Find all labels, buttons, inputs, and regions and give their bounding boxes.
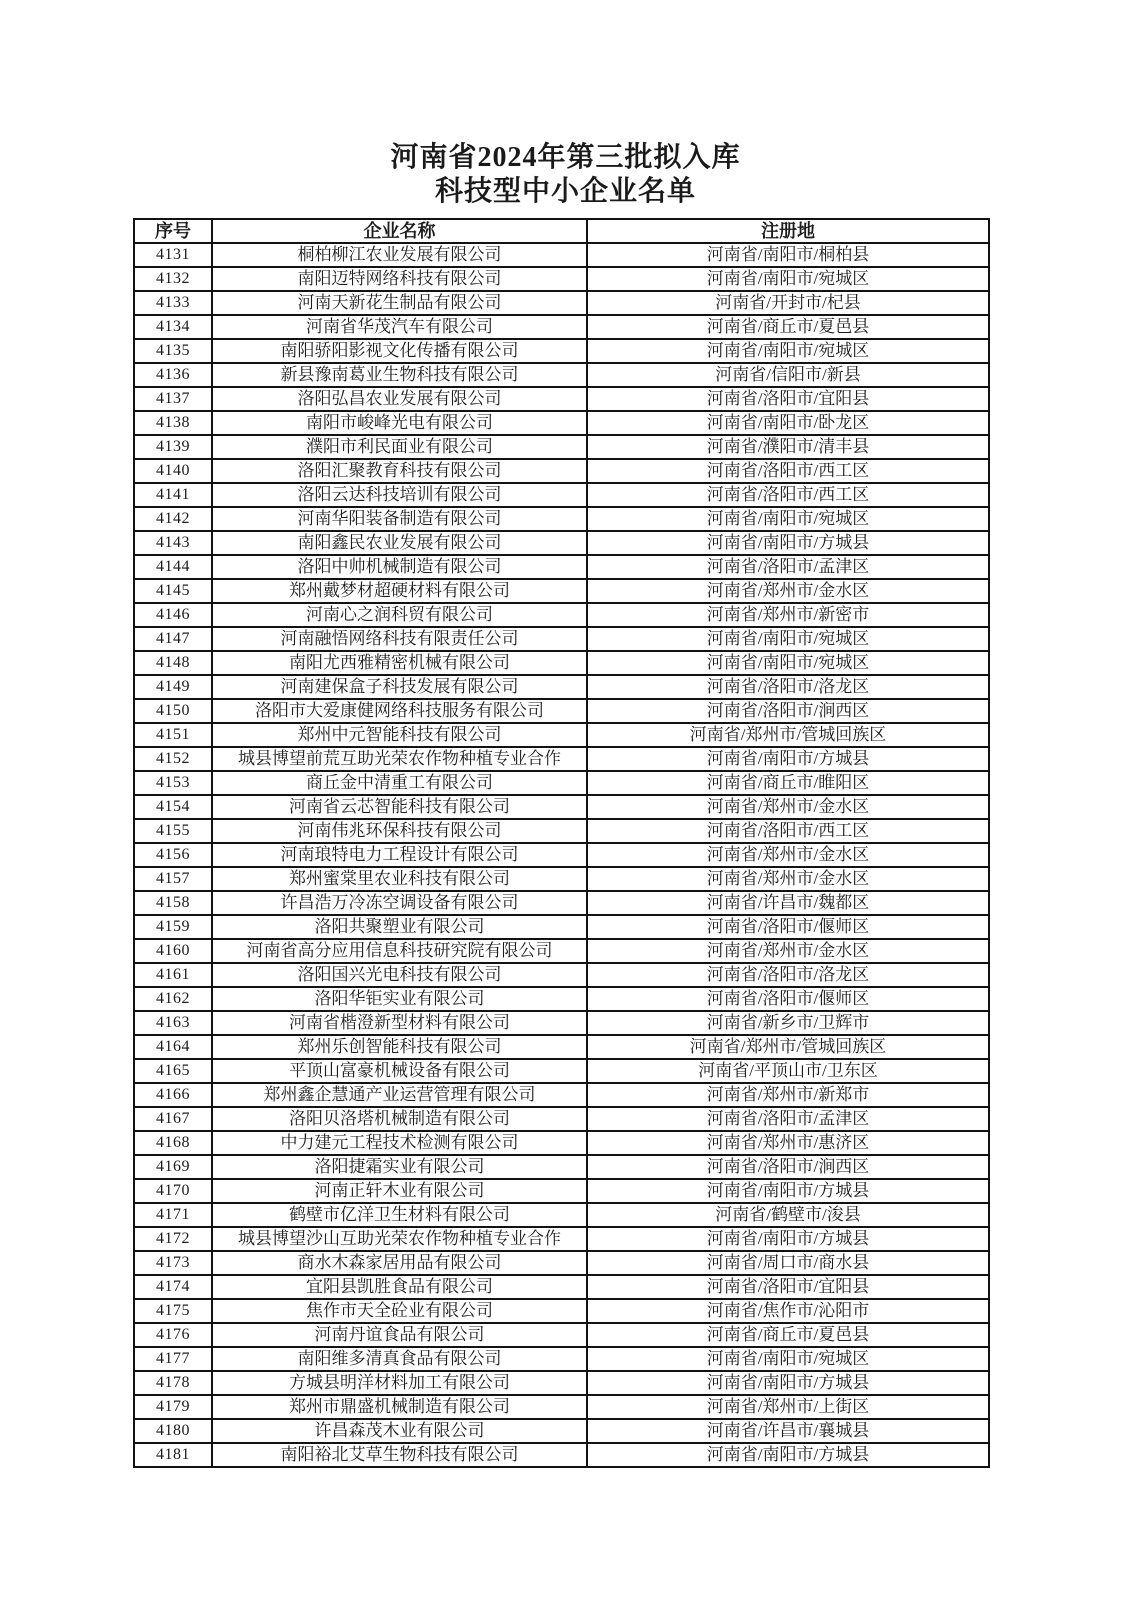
cell-company-name: 平顶山富豪机械设备有限公司 <box>212 1059 587 1083</box>
cell-serial: 4181 <box>134 1443 212 1467</box>
cell-registration-place: 河南省/南阳市/宛城区 <box>587 651 989 675</box>
cell-serial: 4134 <box>134 315 212 339</box>
cell-registration-place: 河南省/平顶山市/卫东区 <box>587 1059 989 1083</box>
cell-company-name: 许昌森茂木业有限公司 <box>212 1419 587 1443</box>
cell-registration-place: 河南省/南阳市/宛城区 <box>587 267 989 291</box>
cell-registration-place: 河南省/南阳市/方城县 <box>587 1443 989 1467</box>
cell-serial: 4131 <box>134 243 212 267</box>
cell-registration-place: 河南省/商丘市/夏邑县 <box>587 1323 989 1347</box>
table-row <box>134 243 989 267</box>
cell-serial: 4161 <box>134 963 212 987</box>
cell-registration-place: 河南省/南阳市/方城县 <box>587 747 989 771</box>
cell-registration-place: 河南省/南阳市/方城县 <box>587 1227 989 1251</box>
cell-registration-place: 河南省/南阳市/桐柏县 <box>587 243 989 267</box>
cell-registration-place: 河南省/濮阳市/清丰县 <box>587 435 989 459</box>
cell-serial: 4175 <box>134 1299 212 1323</box>
cell-serial: 4145 <box>134 579 212 603</box>
table-body <box>134 243 989 1467</box>
cell-company-name: 河南华阳装备制造有限公司 <box>212 507 587 531</box>
table-row <box>134 987 989 1011</box>
table-row <box>134 1371 989 1395</box>
cell-registration-place: 河南省/洛阳市/偃师区 <box>587 987 989 1011</box>
cell-serial: 4166 <box>134 1083 212 1107</box>
cell-company-name: 中力建元工程技术检测有限公司 <box>212 1131 587 1155</box>
cell-company-name: 郑州乐创智能科技有限公司 <box>212 1035 587 1059</box>
cell-registration-place: 河南省/洛阳市/宜阳县 <box>587 1275 989 1299</box>
cell-company-name: 城县博望前荒互助光荣农作物种植专业合作 <box>212 747 587 771</box>
table-row <box>134 771 989 795</box>
cell-registration-place: 河南省/信阳市/新县 <box>587 363 989 387</box>
cell-serial: 4158 <box>134 891 212 915</box>
cell-serial: 4180 <box>134 1419 212 1443</box>
table-row <box>134 531 989 555</box>
cell-serial: 4133 <box>134 291 212 315</box>
cell-registration-place: 河南省/南阳市/宛城区 <box>587 627 989 651</box>
cell-registration-place: 河南省/洛阳市/洛龙区 <box>587 675 989 699</box>
table-row <box>134 1347 989 1371</box>
table-row <box>134 315 989 339</box>
cell-serial: 4160 <box>134 939 212 963</box>
title-line-2: 科技型中小企业名单 <box>434 176 696 207</box>
table-row <box>134 1323 989 1347</box>
cell-serial: 4151 <box>134 723 212 747</box>
cell-company-name: 河南心之润科贸有限公司 <box>212 603 587 627</box>
cell-serial: 4144 <box>134 555 212 579</box>
cell-registration-place: 河南省/洛阳市/涧西区 <box>587 1155 989 1179</box>
cell-company-name: 郑州蜜棠里农业科技有限公司 <box>212 867 587 891</box>
cell-company-name: 南阳裕北艾草生物科技有限公司 <box>212 1443 587 1467</box>
cell-company-name: 南阳市峻峰光电有限公司 <box>212 411 587 435</box>
table-row <box>134 1035 989 1059</box>
cell-company-name: 河南伟兆环保科技有限公司 <box>212 819 587 843</box>
table-row <box>134 1443 989 1467</box>
cell-serial: 4149 <box>134 675 212 699</box>
cell-serial: 4150 <box>134 699 212 723</box>
cell-company-name: 城县博望沙山互助光荣农作物种植专业合作 <box>212 1227 587 1251</box>
cell-serial: 4141 <box>134 483 212 507</box>
table-row <box>134 795 989 819</box>
cell-registration-place: 河南省/洛阳市/孟津区 <box>587 1107 989 1131</box>
table-row <box>134 555 989 579</box>
table-row <box>134 1131 989 1155</box>
cell-company-name: 商水木森家居用品有限公司 <box>212 1251 587 1275</box>
table-row <box>134 891 989 915</box>
cell-serial: 4132 <box>134 267 212 291</box>
cell-serial: 4172 <box>134 1227 212 1251</box>
table-row <box>134 915 989 939</box>
cell-serial: 4154 <box>134 795 212 819</box>
cell-serial: 4138 <box>134 411 212 435</box>
cell-registration-place: 河南省/郑州市/上街区 <box>587 1395 989 1419</box>
cell-company-name: 焦作市天全砼业有限公司 <box>212 1299 587 1323</box>
cell-registration-place: 河南省/郑州市/金水区 <box>587 579 989 603</box>
table-row <box>134 723 989 747</box>
cell-registration-place: 河南省/南阳市/方城县 <box>587 1371 989 1395</box>
table-row <box>134 339 989 363</box>
cell-registration-place: 河南省/南阳市/宛城区 <box>587 507 989 531</box>
title-line-1: 河南省2024年第三批拟入库 <box>390 142 741 173</box>
cell-registration-place: 河南省/许昌市/襄城县 <box>587 1419 989 1443</box>
cell-registration-place: 河南省/郑州市/金水区 <box>587 795 989 819</box>
cell-serial: 4162 <box>134 987 212 1011</box>
table-row <box>134 579 989 603</box>
cell-company-name: 河南正轩木业有限公司 <box>212 1179 587 1203</box>
cell-company-name: 许昌浩万冷冻空调设备有限公司 <box>212 891 587 915</box>
cell-registration-place: 河南省/商丘市/睢阳区 <box>587 771 989 795</box>
cell-serial: 4136 <box>134 363 212 387</box>
cell-company-name: 新县豫南葛业生物科技有限公司 <box>212 363 587 387</box>
cell-serial: 4155 <box>134 819 212 843</box>
cell-company-name: 郑州中元智能科技有限公司 <box>212 723 587 747</box>
cell-serial: 4169 <box>134 1155 212 1179</box>
cell-serial: 4176 <box>134 1323 212 1347</box>
cell-company-name: 河南省楷澄新型材料有限公司 <box>212 1011 587 1035</box>
cell-registration-place: 河南省/南阳市/卧龙区 <box>587 411 989 435</box>
cell-company-name: 洛阳市大爱康健网络科技服务有限公司 <box>212 699 587 723</box>
cell-registration-place: 河南省/鹤壁市/浚县 <box>587 1203 989 1227</box>
table-row <box>134 867 989 891</box>
table-row <box>134 363 989 387</box>
cell-company-name: 洛阳捷霜实业有限公司 <box>212 1155 587 1179</box>
cell-serial: 4165 <box>134 1059 212 1083</box>
table-row <box>134 1155 989 1179</box>
cell-registration-place: 河南省/郑州市/金水区 <box>587 939 989 963</box>
cell-registration-place: 河南省/郑州市/管城回族区 <box>587 723 989 747</box>
cell-serial: 4157 <box>134 867 212 891</box>
table-row <box>134 291 989 315</box>
cell-serial: 4164 <box>134 1035 212 1059</box>
table-row <box>134 1107 989 1131</box>
table-row <box>134 1299 989 1323</box>
table-row <box>134 459 989 483</box>
table-row <box>134 1083 989 1107</box>
cell-registration-place: 河南省/周口市/商水县 <box>587 1251 989 1275</box>
cell-company-name: 商丘金中清重工有限公司 <box>212 771 587 795</box>
cell-serial: 4159 <box>134 915 212 939</box>
cell-serial: 4170 <box>134 1179 212 1203</box>
cell-serial: 4174 <box>134 1275 212 1299</box>
table-row <box>134 483 989 507</box>
cell-serial: 4168 <box>134 1131 212 1155</box>
cell-company-name: 河南省云芯智能科技有限公司 <box>212 795 587 819</box>
cell-serial: 4142 <box>134 507 212 531</box>
cell-company-name: 南阳鑫民农业发展有限公司 <box>212 531 587 555</box>
cell-registration-place: 河南省/南阳市/方城县 <box>587 1179 989 1203</box>
cell-company-name: 南阳尤西雅精密机械有限公司 <box>212 651 587 675</box>
cell-registration-place: 河南省/洛阳市/宜阳县 <box>587 387 989 411</box>
cell-company-name: 河南融悟网络科技有限责任公司 <box>212 627 587 651</box>
cell-company-name: 南阳骄阳影视文化传播有限公司 <box>212 339 587 363</box>
cell-company-name: 洛阳弘昌农业发展有限公司 <box>212 387 587 411</box>
table-row <box>134 1227 989 1251</box>
cell-company-name: 郑州鑫企慧通产业运营管理有限公司 <box>212 1083 587 1107</box>
cell-company-name: 河南琅特电力工程设计有限公司 <box>212 843 587 867</box>
cell-serial: 4179 <box>134 1395 212 1419</box>
cell-serial: 4167 <box>134 1107 212 1131</box>
cell-serial: 4139 <box>134 435 212 459</box>
cell-company-name: 南阳维多清真食品有限公司 <box>212 1347 587 1371</box>
cell-company-name: 河南省华茂汽车有限公司 <box>212 315 587 339</box>
cell-serial: 4153 <box>134 771 212 795</box>
cell-serial: 4178 <box>134 1371 212 1395</box>
cell-company-name: 桐柏柳江农业发展有限公司 <box>212 243 587 267</box>
table-row <box>134 507 989 531</box>
company-table <box>133 218 990 1468</box>
cell-registration-place: 河南省/新乡市/卫辉市 <box>587 1011 989 1035</box>
cell-company-name: 郑州市鼎盛机械制造有限公司 <box>212 1395 587 1419</box>
table-row <box>134 1059 989 1083</box>
table-row <box>134 747 989 771</box>
table-row <box>134 1179 989 1203</box>
cell-serial: 4140 <box>134 459 212 483</box>
cell-registration-place: 河南省/郑州市/新密市 <box>587 603 989 627</box>
table-row <box>134 267 989 291</box>
header-registration-place: 注册地 <box>587 219 989 243</box>
table-row <box>134 651 989 675</box>
cell-company-name: 洛阳共聚塑业有限公司 <box>212 915 587 939</box>
cell-company-name: 方城县明洋材料加工有限公司 <box>212 1371 587 1395</box>
cell-registration-place: 河南省/洛阳市/西工区 <box>587 819 989 843</box>
cell-company-name: 洛阳华钜实业有限公司 <box>212 987 587 1011</box>
cell-serial: 4152 <box>134 747 212 771</box>
cell-registration-place: 河南省/洛阳市/西工区 <box>587 483 989 507</box>
cell-serial: 4137 <box>134 387 212 411</box>
table-row <box>134 699 989 723</box>
cell-registration-place: 河南省/郑州市/新郑市 <box>587 1083 989 1107</box>
cell-company-name: 洛阳中帅机械制造有限公司 <box>212 555 587 579</box>
cell-registration-place: 河南省/商丘市/夏邑县 <box>587 315 989 339</box>
table-header-row <box>134 219 989 243</box>
table-row <box>134 387 989 411</box>
cell-serial: 4135 <box>134 339 212 363</box>
cell-registration-place: 河南省/洛阳市/西工区 <box>587 459 989 483</box>
cell-company-name: 河南省高分应用信息科技研究院有限公司 <box>212 939 587 963</box>
cell-company-name: 洛阳云达科技培训有限公司 <box>212 483 587 507</box>
cell-serial: 4143 <box>134 531 212 555</box>
cell-registration-place: 河南省/许昌市/魏都区 <box>587 891 989 915</box>
table-row <box>134 1419 989 1443</box>
cell-company-name: 洛阳汇聚教育科技有限公司 <box>212 459 587 483</box>
cell-company-name: 河南建保盒子科技发展有限公司 <box>212 675 587 699</box>
cell-registration-place: 河南省/洛阳市/偃师区 <box>587 915 989 939</box>
cell-company-name: 洛阳国兴光电科技有限公司 <box>212 963 587 987</box>
cell-registration-place: 河南省/郑州市/金水区 <box>587 843 989 867</box>
cell-registration-place: 河南省/南阳市/方城县 <box>587 531 989 555</box>
cell-registration-place: 河南省/南阳市/宛城区 <box>587 1347 989 1371</box>
header-serial-number: 序号 <box>134 219 212 243</box>
cell-company-name: 河南丹谊食品有限公司 <box>212 1323 587 1347</box>
cell-serial: 4148 <box>134 651 212 675</box>
cell-serial: 4146 <box>134 603 212 627</box>
cell-serial: 4163 <box>134 1011 212 1035</box>
table-row <box>134 843 989 867</box>
table-row <box>134 1011 989 1035</box>
cell-registration-place: 河南省/南阳市/宛城区 <box>587 339 989 363</box>
cell-company-name: 濮阳市利民面业有限公司 <box>212 435 587 459</box>
table-row <box>134 1275 989 1299</box>
cell-registration-place: 河南省/郑州市/管城回族区 <box>587 1035 989 1059</box>
cell-company-name: 郑州戴梦材超硬材料有限公司 <box>212 579 587 603</box>
cell-serial: 4171 <box>134 1203 212 1227</box>
cell-company-name: 鹤壁市亿洋卫生材料有限公司 <box>212 1203 587 1227</box>
table-row <box>134 675 989 699</box>
page-title <box>0 0 1131 209</box>
table-row <box>134 939 989 963</box>
table-row <box>134 963 989 987</box>
table-row <box>134 627 989 651</box>
table-row <box>134 603 989 627</box>
cell-registration-place: 河南省/郑州市/金水区 <box>587 867 989 891</box>
cell-company-name: 宜阳县凯胜食品有限公司 <box>212 1275 587 1299</box>
cell-serial: 4177 <box>134 1347 212 1371</box>
cell-company-name: 南阳迈特网络科技有限公司 <box>212 267 587 291</box>
cell-registration-place: 河南省/洛阳市/洛龙区 <box>587 963 989 987</box>
cell-serial: 4156 <box>134 843 212 867</box>
cell-registration-place: 河南省/洛阳市/涧西区 <box>587 699 989 723</box>
cell-serial: 4173 <box>134 1251 212 1275</box>
cell-registration-place: 河南省/郑州市/惠济区 <box>587 1131 989 1155</box>
cell-serial: 4147 <box>134 627 212 651</box>
cell-company-name: 洛阳贝洛塔机械制造有限公司 <box>212 1107 587 1131</box>
header-company-name: 企业名称 <box>212 219 587 243</box>
table-row <box>134 1251 989 1275</box>
cell-registration-place: 河南省/洛阳市/孟津区 <box>587 555 989 579</box>
cell-company-name: 河南天新花生制品有限公司 <box>212 291 587 315</box>
table-row <box>134 1395 989 1419</box>
cell-registration-place: 河南省/焦作市/沁阳市 <box>587 1299 989 1323</box>
cell-registration-place: 河南省/开封市/杞县 <box>587 291 989 315</box>
table-row <box>134 1203 989 1227</box>
table-row <box>134 819 989 843</box>
table-row <box>134 435 989 459</box>
table-row <box>134 411 989 435</box>
